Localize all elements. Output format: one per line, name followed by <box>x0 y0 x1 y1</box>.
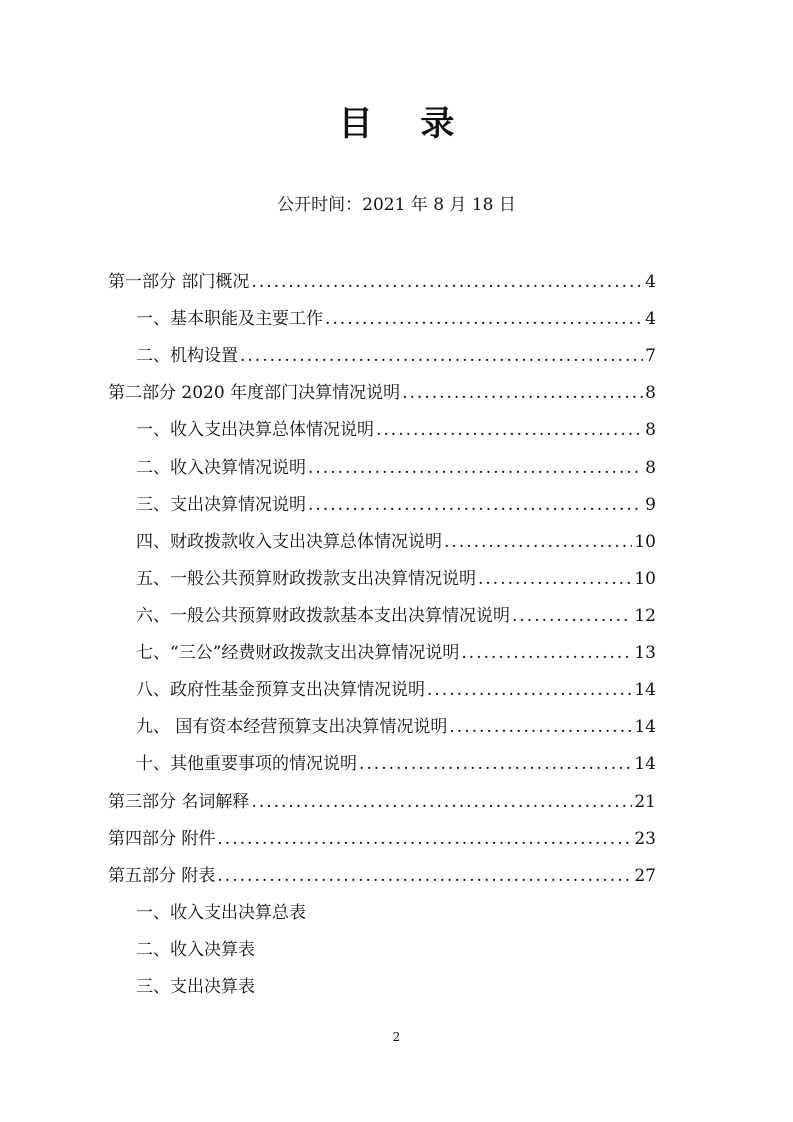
toc-entry[interactable] <box>136 564 656 588</box>
toc-label: 六、一般公共预算财政拨款基本支出决算情况说明 <box>136 606 510 626</box>
toc-leader <box>251 792 632 812</box>
toc-entry[interactable] <box>136 341 656 365</box>
toc-leader <box>240 346 643 366</box>
toc-entry[interactable] <box>136 675 656 699</box>
toc-leader <box>427 680 632 700</box>
toc-entry[interactable] <box>136 638 656 662</box>
toc-leader <box>461 643 632 663</box>
toc-label: 九、 国有资本经营预算支出决算情况说明 <box>136 717 448 737</box>
toc-label: 第三部分 名词解释 <box>108 792 250 812</box>
toc-page: 14 <box>634 754 656 774</box>
toc-leader <box>359 754 632 774</box>
toc-label: 七、“三公”经费财政拨款支出决算情况说明 <box>136 643 460 663</box>
toc-leader <box>512 606 632 626</box>
toc-label: 五、一般公共预算财政拨款支出决算情况说明 <box>136 569 476 589</box>
toc-leader <box>217 829 632 849</box>
toc-entry[interactable] <box>136 527 656 551</box>
appendix-label: 一、收入支出决算总表 <box>136 903 306 923</box>
toc-leader <box>449 717 632 737</box>
toc-page: 10 <box>634 532 656 552</box>
toc-label: 第一部分 部门概况 <box>108 272 250 292</box>
toc-page: 12 <box>634 606 656 626</box>
toc-label: 八、政府性基金预算支出决算情况说明 <box>136 680 425 700</box>
toc-entry[interactable] <box>136 601 656 625</box>
appendix-item[interactable] <box>136 898 656 922</box>
toc-entry-part5[interactable] <box>108 861 656 885</box>
toc-entry-part1[interactable] <box>108 267 656 291</box>
toc-leader <box>308 458 643 478</box>
toc-label: 十、其他重要事项的情况说明 <box>136 754 357 774</box>
toc-page: 9 <box>645 495 656 515</box>
toc-leader <box>402 383 643 403</box>
toc-leader <box>325 309 643 329</box>
toc-leader <box>251 272 643 292</box>
toc-label: 四、财政拨款收入支出决算总体情况说明 <box>136 532 442 552</box>
toc-label: 第四部分 附件 <box>108 829 216 849</box>
toc-entry[interactable] <box>136 712 656 736</box>
appendix-label: 二、收入决算表 <box>136 940 255 960</box>
toc-entry[interactable] <box>136 415 656 439</box>
toc-page: 4 <box>645 272 656 292</box>
toc-page: 14 <box>634 680 656 700</box>
toc-label: 三、支出决算情况说明 <box>136 495 306 515</box>
toc-label: 二、收入决算情况说明 <box>136 458 306 478</box>
toc-leader <box>308 495 643 515</box>
toc-page: 27 <box>634 866 656 886</box>
toc-leader <box>478 569 632 589</box>
appendix-item[interactable] <box>136 972 656 996</box>
toc-page: 4 <box>645 309 656 329</box>
toc-page: 13 <box>634 643 656 663</box>
page-number: 2 <box>392 1030 401 1044</box>
toc-entry[interactable] <box>136 453 656 477</box>
toc-page: 8 <box>645 420 656 440</box>
toc-page: 7 <box>645 346 656 366</box>
toc-page: 8 <box>645 383 656 403</box>
toc-page: 23 <box>634 829 656 849</box>
toc-entry-part4[interactable] <box>108 824 656 848</box>
toc-page: 14 <box>634 717 656 737</box>
toc-page: 21 <box>634 792 656 812</box>
toc-leader <box>444 532 632 552</box>
toc-page: 8 <box>645 458 656 478</box>
toc-leader <box>376 420 643 440</box>
toc-page: 10 <box>634 569 656 589</box>
toc-label: 一、收入支出决算总体情况说明 <box>136 420 374 440</box>
toc-entry[interactable] <box>136 304 656 328</box>
toc-entry[interactable] <box>136 490 656 514</box>
toc-entry[interactable] <box>136 749 656 773</box>
toc-label: 第五部分 附表 <box>108 866 216 886</box>
page-title: 目 录 <box>338 104 473 144</box>
toc-entry-part3[interactable] <box>108 787 656 811</box>
toc-label: 二、机构设置 <box>136 346 238 366</box>
appendix-label: 三、支出决算表 <box>136 977 255 997</box>
toc-entry-part2[interactable] <box>108 378 656 402</box>
publish-date: 公开时间：2021 年 8 月 18 日 <box>277 195 516 215</box>
toc-leader <box>217 866 632 886</box>
toc-label: 一、基本职能及主要工作 <box>136 309 323 329</box>
appendix-item[interactable] <box>136 935 656 959</box>
toc-label: 第二部分 2020 年度部门决算情况说明 <box>108 383 401 403</box>
